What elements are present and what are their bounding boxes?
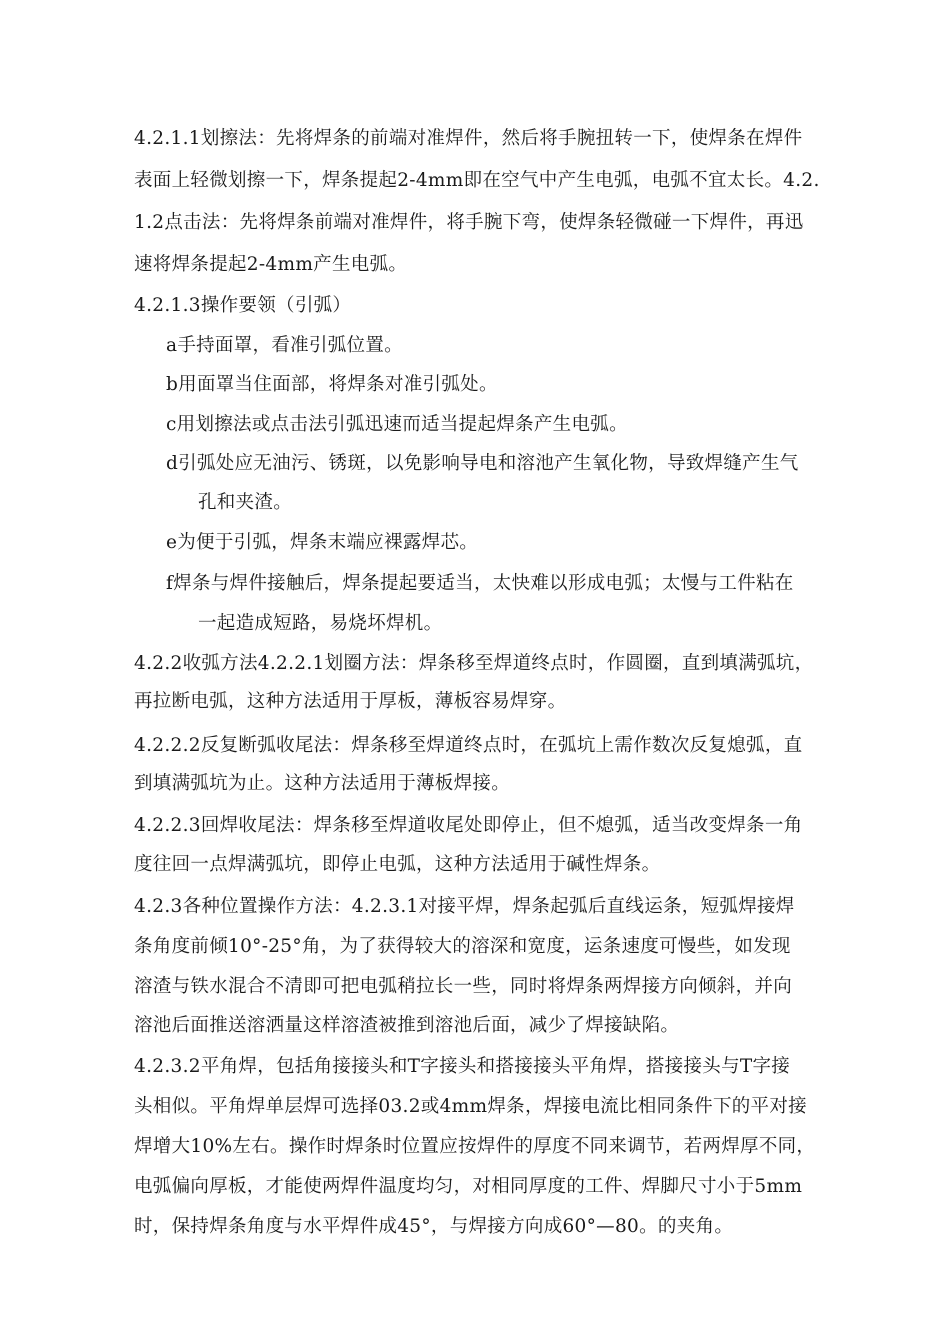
paragraph-line: 4.2.2.2反复断弧收尾法：焊条移至焊道终点时，在弧坑上需作数次反复熄弧，直 xyxy=(134,735,803,756)
paragraph-line: 焊增大10%左右。操作时焊条时位置应按焊件的厚度不同来调节，若两焊厚不同， xyxy=(134,1136,816,1157)
list-item-continuation: 一起造成短路，易烧坏焊机。 xyxy=(198,613,443,634)
paragraph-line: 溶渣与铁水混合不清即可把电弧稍拉长一些，同时将焊条两焊接方向倾斜，并向 xyxy=(134,976,793,997)
list-item: d引弧处应无油污、锈斑，以免影响导电和溶池产生氧化物，导致焊缝产生气 xyxy=(166,453,799,474)
paragraph-line: 电弧偏向厚板，才能使两焊件温度均匀，对相同厚度的工件、焊脚尺寸小于5mm xyxy=(134,1176,803,1197)
list-item: a手持面罩，看准引弧位置。 xyxy=(166,335,403,356)
paragraph-line: 速将焊条提起2-4mm产生电弧。 xyxy=(134,254,408,275)
list-item: f焊条与焊件接触后，焊条提起要适当，太快难以形成电弧；太慢与工件粘在 xyxy=(166,573,794,594)
paragraph-line: 4.2.3.2平角焊，包括角接接头和T字接头和搭接接头平角焊，搭接接头与T字接 xyxy=(134,1056,791,1077)
list-item-continuation: 孔和夹渣。 xyxy=(198,492,293,513)
paragraph-line: 度往回一点焊满弧坑，即停止电弧，这种方法适用于碱性焊条。 xyxy=(134,854,661,875)
paragraph-line: 表面上轻微划擦一下，焊条提起2-4mm即在空气中产生电弧，电弧不宜太长。4.2. xyxy=(134,170,820,191)
paragraph-line: 头相似。平角焊单层焊可选择03.2或4mm焊条，焊接电流比相同条件下的平对接 xyxy=(134,1096,807,1117)
list-item: b用面罩当住面部，将焊条对准引弧处。 xyxy=(166,374,498,395)
paragraph-line: 1.2点击法：先将焊条前端对准焊件，将手腕下弯，使焊条轻微碰一下焊件，再迅 xyxy=(134,212,804,233)
paragraph-line: 4.2.3各种位置操作方法：4.2.3.1对接平焊，焊条起弧后直线运条，短弧焊接焊 xyxy=(134,896,795,917)
paragraph-line: 4.2.2.3回焊收尾法：焊条移至焊道收尾处即停止，但不熄弧，适当改变焊条一角 xyxy=(134,815,803,836)
list-item: c用划擦法或点击法引弧迅速而适当提起焊条产生电弧。 xyxy=(166,414,628,435)
paragraph-line: 4.2.2收弧方法4.2.2.1划圈方法：焊条移至焊道终点时，作圆圈，直到填满弧坑， xyxy=(134,653,814,674)
list-item: e为便于引弧，焊条末端应裸露焊芯。 xyxy=(166,532,479,553)
paragraph-line: 到填满弧坑为止。这种方法适用于薄板焊接。 xyxy=(134,773,511,794)
paragraph-line: 条角度前倾10°-25°角，为了获得较大的溶深和宽度，运条速度可慢些，如发现 xyxy=(134,936,791,957)
paragraph-line: 再拉断电弧，这种方法适用于厚板，薄板容易焊穿。 xyxy=(134,691,567,712)
paragraph-line: 4.2.1.1划擦法：先将焊条的前端对准焊件，然后将手腕扭转一下，使焊条在焊件 xyxy=(134,128,803,149)
paragraph-line: 时，保持焊条角度与水平焊件成45°，与焊接方向成60°—80。的夹角。 xyxy=(134,1216,734,1237)
section-heading: 4.2.1.3操作要领（引弧） xyxy=(134,295,352,316)
paragraph-line: 溶池后面推送溶洒量这样溶渣被推到溶池后面，减少了焊接缺陷。 xyxy=(134,1015,680,1036)
